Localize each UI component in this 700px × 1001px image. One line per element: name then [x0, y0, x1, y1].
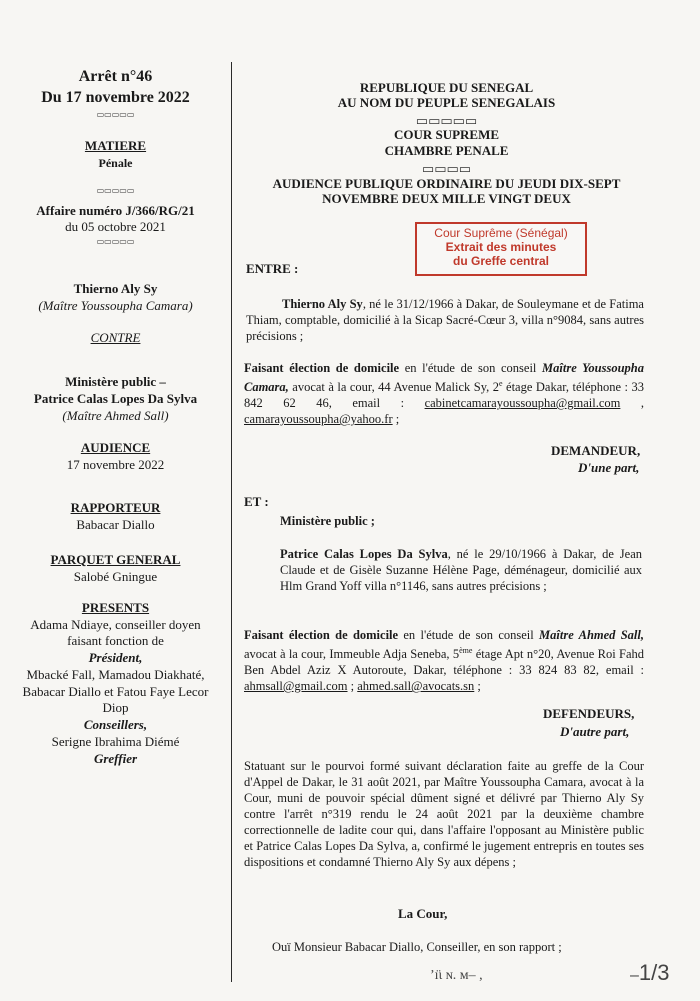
party1-name: Thierno Aly Sy — [282, 297, 363, 311]
handwritten-marks: ʼı̈ɩ ɴ. ᴍ– , — [430, 968, 483, 983]
email-link[interactable]: camarayoussoupha@yahoo.fr — [244, 412, 393, 427]
header-audience-2: NOVEMBRE DEUX MILLE VINGT DEUX — [322, 191, 571, 206]
header-audience-1: AUDIENCE PUBLIQUE ORDINAIRE DU JEUDI DIX-SEPT — [272, 176, 621, 191]
ornament: ▭▭▭▭▭ — [415, 113, 478, 128]
email-link[interactable]: cabinetcamarayoussoupha@gmail.com — [424, 396, 621, 411]
punctuation: ; — [392, 412, 400, 427]
separator: , — [620, 396, 645, 411]
dune-part: D'une part, — [578, 460, 640, 475]
party2-paragraph — [280, 546, 642, 594]
page-number: –1/3 — [630, 960, 670, 985]
superscript: e — [499, 379, 503, 388]
ornament: ▭▭▭▭▭ — [96, 110, 135, 119]
party2-domicile-paragraph — [244, 627, 644, 694]
counsel-name: Maître Ahmed Sall, — [539, 628, 644, 642]
affaire-date: du 05 octobre 2021 — [65, 219, 166, 234]
header-chamber: CHAMBRE PENALE — [384, 143, 509, 158]
domicile-text: avocat à la cour, Immeuble Adja Seneba, 5 — [244, 647, 460, 662]
email-link[interactable]: ahmsall@gmail.com — [244, 679, 348, 694]
header-court: COUR SUPREME — [393, 127, 500, 142]
email-link[interactable]: ahmed.sall@avocats.sn — [357, 679, 475, 694]
matiere-value: Pénale — [98, 156, 133, 170]
presents-line: Babacar Diallo et Fatou Faye Lecor — [22, 684, 209, 699]
stamp-line: Extrait des minutes — [445, 240, 557, 254]
page-number-text: 1/3 — [638, 960, 670, 985]
party1-text: , né le 31/12/1966 à Dakar, de Souleymane et de Fatima Thiam, comptable, domicilié à la Sicap Sacré-Cœur 3, villa n°9084, sans autres précisions ; — [246, 297, 644, 343]
demandeur-label: DEMANDEUR, — [551, 443, 641, 458]
superscript: ème — [459, 646, 473, 655]
stamp-line: Cour Suprême (Sénégal) — [434, 226, 568, 240]
presents-line: Diop — [102, 700, 129, 715]
party2-line2: Patrice Calas Lopes Da Sylva — [33, 391, 198, 406]
rapporteur-value: Babacar Diallo — [76, 517, 155, 532]
audience-value: 17 novembre 2022 — [66, 457, 165, 472]
presents-label: PRESENTS — [81, 600, 150, 615]
presents-line: Président, — [88, 650, 143, 665]
presents-line: Adama Ndiaye, conseiller doyen — [30, 617, 201, 632]
party1-name: Thierno Aly Sy — [73, 281, 158, 296]
oui-rapport: Ouï Monsieur Babacar Diallo, Conseiller, en son rapport ; — [272, 940, 562, 954]
domicile-text: en l'étude de son conseil — [398, 628, 540, 642]
affaire-number: Affaire numéro J/366/RG/21 — [36, 203, 195, 218]
domicile-text: en l'étude de son conseil — [399, 361, 543, 375]
ornament: ▭▭▭▭ — [421, 161, 472, 176]
party2-counsel: (Maître Ahmed Sall) — [62, 408, 169, 423]
party2-text: , né le 29/10/1966 à Dakar, de Jean Claude et de Gisèle Suzanne Hélène Page, déménageur, domicilié aux Hlm Grand Yoff villa n°1146, sans autres précisions ; — [280, 547, 643, 593]
stamp-line: du Greffe central — [452, 254, 550, 268]
party1-counsel: (Maître Youssoupha Camara) — [38, 298, 193, 313]
contre-label: CONTRE — [90, 330, 141, 345]
domicile-lead: Faisant élection de domicile — [244, 361, 400, 375]
ornament: ▭▭▭▭▭ — [96, 237, 135, 246]
ornament: ▭▭▭▭▭ — [96, 186, 135, 195]
rapporteur-label: RAPPORTEUR — [70, 500, 161, 515]
parquet-value: Salobé Gningue — [73, 569, 158, 584]
entre-label: ENTRE : — [246, 261, 299, 276]
et-label: ET : — [244, 494, 269, 509]
column-divider — [231, 62, 232, 982]
statuant-paragraph: Statuant sur le pourvoi formé suivant déclaration faite au greffe de la Cour d'Appel de Dakar, le 31 août 2021, par Maître Youssoupha Camara, avocat à la Cour, muni de pouvoir spécial dûment signé et délivré par Thierno Aly Sy contre l'arrêt n°319 rendu le 24 août 2021 par la deuxième chambre correctionnelle de ladite cour qui, dans l'affaire l'opposant au Ministère public et Patrice Calas Lopes Da Sylva, a, confirmé le jugement entrepris en toutes ses dispositions et condamné Thierno Aly Sy aux dépens ; — [244, 759, 644, 869]
domicile-text: étage Dakar, téléphone : 33 842 62 46, email : — [244, 380, 645, 411]
la-cour: La Cour, — [398, 906, 448, 921]
header-republic: REPUBLIQUE DU SENEGAL — [359, 80, 534, 95]
audience-label: AUDIENCE — [80, 440, 151, 455]
party2-name: Patrice Calas Lopes Da Sylva — [280, 547, 448, 561]
presents-line: Serigne Ibrahima Diémé — [51, 734, 180, 749]
ministere-public: Ministère public ; — [280, 514, 375, 528]
arret-date: Du 17 novembre 2022 — [41, 89, 190, 106]
punctuation: ; — [474, 679, 481, 694]
presents-line: Mbacké Fall, Mamadou Diakhaté, — [26, 667, 205, 682]
separator: ; — [347, 679, 358, 694]
domicile-lead: Faisant élection de domicile — [244, 628, 399, 642]
header-nation: AU NOM DU PEUPLE SENEGALAIS — [337, 95, 556, 110]
party1-domicile-paragraph — [244, 360, 644, 427]
court-stamp — [415, 222, 587, 276]
presents-line: Conseillers, — [83, 717, 148, 732]
counsel-name: Maître Youssoupha Camara, — [244, 361, 644, 395]
arret-number: Arrêt n°46 — [78, 68, 153, 85]
party1-paragraph — [246, 296, 644, 344]
parquet-label: PARQUET GENERAL — [50, 552, 181, 567]
domicile-text: avocat à la cour, 44 Avenue Malick Sy, 2 — [288, 380, 499, 395]
domicile-text: étage Apt n°20, Avenue Roi Fahd Ben Abdel Aziz X Autoroute, Dakar, téléphone : 33 824 83 82, email : — [244, 647, 644, 678]
party2-line1: Ministère public – — [65, 374, 166, 389]
matiere-label: MATIERE — [84, 138, 147, 153]
presents-line: faisant fonction de — [67, 633, 164, 648]
dautre-part: D'autre part, — [560, 724, 630, 739]
presents-line: Greffier — [93, 751, 138, 766]
defendeurs-label: DEFENDEURS, — [543, 706, 635, 721]
